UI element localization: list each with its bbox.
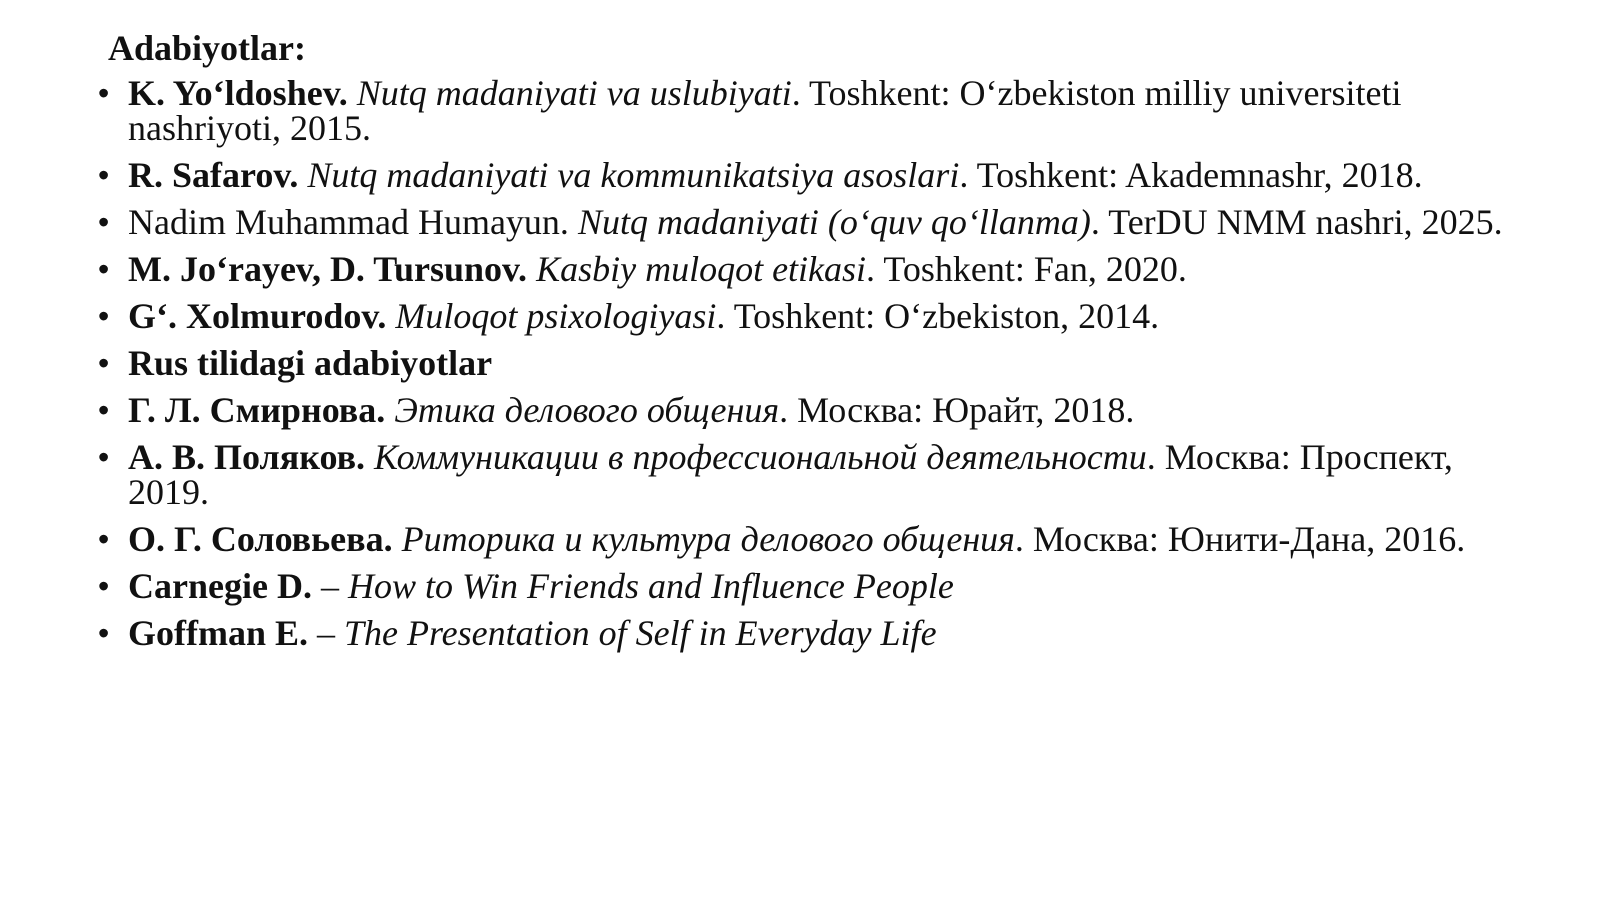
reference-author: Goffman E. [128,613,308,653]
reference-item [128,390,1508,430]
reference-publisher: . Москва: Юрайт, 2018. [779,390,1135,430]
reference-publisher: . Toshkent: Fan, 2020. [866,249,1187,289]
reference-title: Этика делового общения [394,390,780,430]
reference-title: Nutq madaniyati va kommunikatsiya asoslari [307,155,960,195]
reference-separator: – [308,613,344,653]
reference-title: How to Win Friends and Influence People [347,566,954,606]
reference-item [128,566,1508,606]
reference-item [128,73,1508,148]
reference-title: The Presentation of Self in Everyday Life [344,613,937,653]
reference-list [128,73,1508,663]
reference-author: О. Г. Соловьева. [128,519,393,559]
reference-publisher: . TerDU NMM nashri, 2025. [1090,202,1503,242]
reference-publisher: . Toshkent: O‘zbekiston milliy universiteti nashriyoti, 2015. [128,73,1402,148]
reference-title: Nutq madaniyati (o‘quv qo‘llanma) [577,202,1091,242]
reference-author: Carnegie D. [128,566,312,606]
reference-title: Nutq madaniyati va uslubiyati [356,73,792,113]
reference-author: M. Jo‘rayev, D. Tursunov. [128,249,528,289]
reference-publisher: . Москва: Проспект, 2019. [128,437,1453,512]
reference-item [128,613,1508,653]
reference-publisher: . Toshkent: Akademnashr, 2018. [959,155,1423,195]
reference-title: Риторика и культура делового общения [401,519,1015,559]
reference-author: R. Safarov. [128,155,299,195]
section-subheading-label: Rus tilidagi adabiyotlar [128,343,493,383]
reference-item [128,437,1508,512]
reference-title: Коммуникации в профессиональной деятельности [374,437,1147,477]
reference-title: Muloqot psixologiyasi [395,296,717,336]
reference-item [128,155,1508,195]
page-title: Adabiyotlar: [108,28,306,68]
reference-author: А. В. Поляков. [128,437,366,477]
reference-author: K. Yo‘ldoshev. [128,73,348,113]
reference-publisher: . Москва: Юнити-Дана, 2016. [1014,519,1466,559]
reference-item [128,249,1508,289]
reference-item [128,202,1508,242]
reference-item [128,296,1508,336]
reference-item [128,519,1508,559]
reference-separator: – [311,566,348,606]
reference-title: Kasbiy muloqot etikasi [536,249,867,289]
section-subheading [128,343,1508,383]
reference-publisher: . Toshkent: O‘zbekiston, 2014. [716,296,1160,336]
reference-author: Г. Л. Смирнова. [128,390,386,430]
reference-author: Nadim Muhammad Humayun. [128,202,578,242]
reference-author: G‘. Xolmurodov. [128,296,387,336]
